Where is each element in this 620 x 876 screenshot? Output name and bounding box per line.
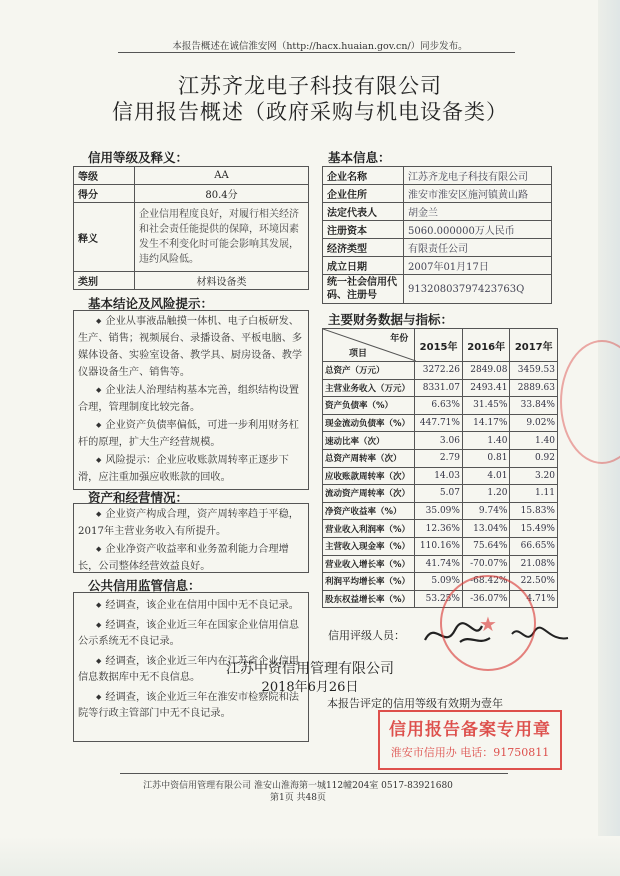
- finance-cell: 14.03: [415, 467, 463, 485]
- finance-cell: 4.01: [462, 467, 510, 485]
- scan-bottom: [0, 836, 620, 876]
- finance-row-label: 营业收入利润率（%）: [323, 520, 415, 538]
- finance-cell: 447.71%: [415, 414, 463, 432]
- assets-item: ◆ 企业资产构成合理，资产周转率趋于平稳，2017年主营业务收入有所提升。: [78, 506, 306, 540]
- basic-heading: 基本信息：: [328, 150, 391, 165]
- finance-row-label: 总资产（万元）: [323, 362, 415, 380]
- basic-row: [323, 203, 552, 221]
- filing-stamp: [378, 710, 562, 770]
- basic-row: [323, 239, 552, 257]
- conclusion-box: [73, 310, 309, 490]
- conclusion-item: ◆ 企业从事液晶触摸一体机、电子白板研发、生产、销售；视频展台、录播设备、平板电脑、多媒体设备、实验室设备、教学具、厨房设备、教学仪器设备生产、销售等。: [78, 313, 306, 381]
- finance-cell: 2.79: [415, 449, 463, 467]
- finance-cell: 15.49%: [510, 520, 558, 538]
- seal-stamp-partial: [560, 340, 620, 464]
- finance-table: [322, 328, 558, 608]
- basic-info-table: [322, 166, 552, 304]
- finance-cell: 8331.07: [415, 379, 463, 397]
- finance-cell: -70.07%: [462, 555, 510, 573]
- finance-row: [323, 414, 558, 432]
- finance-cell: 9.74%: [462, 502, 510, 520]
- finance-row-label: 流动资产周转率（次）: [323, 485, 415, 503]
- finance-cell: 41.74%: [415, 555, 463, 573]
- finance-cell: -36.07%: [462, 590, 510, 608]
- credit-value: 企业信用程度良好，对履行相关经济和社会责任能提供的保障，环境因素发生不利变化时可能会影响其发展，违约风险低。: [135, 203, 309, 272]
- finance-cell: 5.09%: [415, 573, 463, 591]
- basic-key: 企业名称: [323, 167, 404, 185]
- finance-cell: 3459.53: [510, 362, 558, 380]
- finance-cell: 1.40: [510, 432, 558, 450]
- credit-key: 得分: [74, 185, 135, 203]
- header-note: 本报告概述在诚信淮安网（http://hacx.huaian.gov.cn/）同步发布。: [172, 41, 468, 52]
- basic-row: [323, 275, 552, 304]
- credit-row: [74, 272, 309, 290]
- finance-row: [323, 537, 558, 555]
- basic-row: [323, 257, 552, 275]
- company-seal: ★: [440, 575, 536, 671]
- finance-row: [323, 379, 558, 397]
- conclusion-heading: 基本结论及风险提示：: [88, 296, 214, 311]
- assets-box: [73, 503, 309, 573]
- finance-cell: 31.45%: [462, 397, 510, 415]
- finance-cell: 22.50%: [510, 573, 558, 591]
- credit-value: 80.4分: [135, 185, 309, 203]
- finance-row: [323, 397, 558, 415]
- supervision-item: ◆ 经调查，该企业在信用中国中无不良记录。: [78, 597, 306, 615]
- basic-value: 淮安市淮安区施河镇黄山路: [404, 185, 552, 203]
- finance-row: [323, 555, 558, 573]
- finance-row-label: 主营收入现金率（%）: [323, 537, 415, 555]
- finance-row-label: 营业收入增长率（%）: [323, 555, 415, 573]
- finance-cell: 5.07: [415, 485, 463, 503]
- finance-cell: 3.20: [510, 467, 558, 485]
- filing-stamp-title: 信用报告备案专用章: [389, 720, 551, 740]
- page-number: 第1页 共48页: [269, 793, 327, 803]
- finance-cell: 0.81: [462, 449, 510, 467]
- finance-cell: 4.71%: [510, 590, 558, 608]
- finance-corner-cell: [323, 329, 415, 362]
- basic-row: [323, 167, 552, 185]
- basic-key: 企业住所: [323, 185, 404, 203]
- finance-cell: -68.42%: [462, 573, 510, 591]
- basic-value: 有限责任公司: [404, 239, 552, 257]
- finance-row: [323, 502, 558, 520]
- assets-heading: 资产和经营情况：: [88, 490, 189, 505]
- finance-row-label: 净资产收益率（%）: [323, 502, 415, 520]
- finance-cell: 33.84%: [510, 397, 558, 415]
- finance-cell: 2889.63: [510, 379, 558, 397]
- credit-value: 材料设备类: [135, 272, 309, 290]
- credit-row: [74, 167, 309, 185]
- finance-row-label: 总资产周转率（次）: [323, 449, 415, 467]
- supervision-heading: 公共信用监管信息：: [88, 578, 201, 593]
- rater-label: 信用评级人员：: [328, 629, 405, 642]
- finance-cell: 6.63%: [415, 397, 463, 415]
- year-header: 2015年: [415, 329, 463, 362]
- company-title: 江苏齐龙电子科技有限公司: [178, 74, 442, 98]
- finance-cell: 3272.26: [415, 362, 463, 380]
- year-header: 2017年: [510, 329, 558, 362]
- finance-row-label: 应收账款周转率（次）: [323, 467, 415, 485]
- finance-cell: 110.16%: [415, 537, 463, 555]
- finance-cell: 66.65%: [510, 537, 558, 555]
- footer-rule: [120, 773, 508, 774]
- supervision-item: ◆ 经调查，该企业近三年内在江苏省企业信用信息数据库中无不良信息。: [78, 653, 306, 687]
- basic-value: 胡金兰: [404, 203, 552, 221]
- supervision-item: ◆ 经调查，该企业近三年在淮安市检察院和法院等行政主管部门中无不良记录。: [78, 689, 306, 723]
- conclusion-item: ◆ 企业资产负债率偏低，可进一步利用财务杠杆的原理，扩大生产经营规模。: [78, 417, 306, 451]
- finance-row-label: 速动比率（次）: [323, 432, 415, 450]
- credit-heading: 信用等级及释义：: [88, 150, 189, 165]
- basic-key: 成立日期: [323, 257, 404, 275]
- finance-cell: 1.20: [462, 485, 510, 503]
- basic-key: 统一社会信用代码、注册号: [323, 275, 404, 304]
- credit-key: 释义: [74, 203, 135, 272]
- finance-cell: 15.83%: [510, 502, 558, 520]
- finance-cell: 3.06: [415, 432, 463, 450]
- finance-row-label: 利润平均增长率（%）: [323, 573, 415, 591]
- basic-row: [323, 185, 552, 203]
- finance-cell: 1.40: [462, 432, 510, 450]
- finance-row: [323, 485, 558, 503]
- finance-cell: 9.02%: [510, 414, 558, 432]
- finance-header-row: [323, 329, 558, 362]
- finance-row-label: 主营业务收入（万元）: [323, 379, 415, 397]
- finance-cell: 0.92: [510, 449, 558, 467]
- finance-cell: 1.11: [510, 485, 558, 503]
- finance-cell: 53.25%: [415, 590, 463, 608]
- finance-cell: 12.36%: [415, 520, 463, 538]
- supervision-item: ◆ 经调查，该企业近三年在国家企业信用信息公示系统无不良记录。: [78, 617, 306, 651]
- year-header: 2016年: [462, 329, 510, 362]
- finance-cell: 14.17%: [462, 414, 510, 432]
- header-rule: [118, 52, 515, 53]
- finance-row: [323, 520, 558, 538]
- finance-row: [323, 362, 558, 380]
- credit-key: 类别: [74, 272, 135, 290]
- footer-address: 江苏中资信用管理有限公司 淮安山淮海第一城112幢204室 0517-83921680: [143, 781, 453, 791]
- finance-body: [323, 362, 558, 608]
- finance-cell: 35.09%: [415, 502, 463, 520]
- credit-table: [73, 166, 309, 290]
- credit-value: AA: [135, 167, 309, 185]
- filing-stamp-phone: 淮安市信用办 电话：91750811: [390, 746, 550, 759]
- basic-value: 江苏齐龙电子科技有限公司: [404, 167, 552, 185]
- report-date: 2018年6月26日: [261, 680, 359, 695]
- finance-row: [323, 573, 558, 591]
- credit-row: [74, 203, 309, 272]
- finance-row-label: 资产负债率（%）: [323, 397, 415, 415]
- basic-value: 91320803797423763Q: [404, 275, 552, 304]
- finance-cell: 13.04%: [462, 520, 510, 538]
- corner-year-label: 年份: [390, 334, 409, 344]
- corner-item-label: 项目: [349, 349, 368, 359]
- finance-heading: 主要财务数据与指标：: [328, 312, 454, 327]
- assets-item: ◆ 企业净资产收益率和业务盈利能力合理增长，公司整体经营效益良好。: [78, 541, 306, 575]
- basic-key: 法定代表人: [323, 203, 404, 221]
- basic-key: 注册资本: [323, 221, 404, 239]
- validity-note: 本报告评定的信用等级有效期为壹年: [327, 697, 503, 710]
- finance-row-label: 现金流动负债率（%）: [323, 414, 415, 432]
- finance-row: [323, 467, 558, 485]
- finance-row: [323, 449, 558, 467]
- basic-key: 经济类型: [323, 239, 404, 257]
- basic-value: 5060.000000万人民币: [404, 221, 552, 239]
- report-title: 信用报告概述（政府采购与机电设备类）: [112, 100, 508, 124]
- conclusion-item: ◆ 风险提示：企业应收账款周转率正逐步下滑，应注重加强应收账款的回收。: [78, 452, 306, 486]
- finance-cell: 75.64%: [462, 537, 510, 555]
- finance-row-label: 股东权益增长率（%）: [323, 590, 415, 608]
- finance-cell: 2849.08: [462, 362, 510, 380]
- credit-row: [74, 185, 309, 203]
- credit-key: 等级: [74, 167, 135, 185]
- finance-cell: 21.08%: [510, 555, 558, 573]
- basic-value: 2007年01月17日: [404, 257, 552, 275]
- conclusion-item: ◆ 企业法人治理结构基本完善，组织结构设置合理，管理制度比较完备。: [78, 382, 306, 416]
- agency-name: 江苏中资信用管理有限公司: [226, 661, 394, 677]
- finance-cell: 2493.41: [462, 379, 510, 397]
- basic-row: [323, 221, 552, 239]
- finance-row: [323, 432, 558, 450]
